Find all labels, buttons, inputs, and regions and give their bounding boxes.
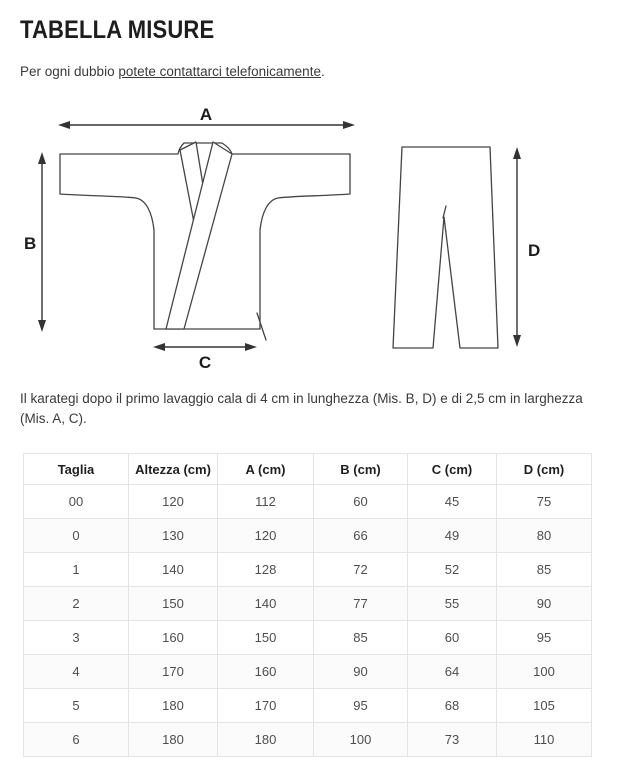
label-a: A [199, 105, 213, 124]
table-cell: 160 [218, 655, 314, 689]
table-cell: 140 [129, 553, 218, 587]
table-cell: 00 [24, 485, 129, 519]
table-cell: 150 [129, 587, 218, 621]
table-row [24, 587, 592, 621]
table-cell: 52 [408, 553, 497, 587]
table-row [24, 485, 592, 519]
table-row [24, 689, 592, 723]
label-d: D [528, 241, 541, 260]
table-cell: 170 [218, 689, 314, 723]
table-cell: 0 [24, 519, 129, 553]
jacket-outline [60, 142, 350, 340]
table-cell: 90 [314, 655, 408, 689]
table-cell: 160 [129, 621, 218, 655]
page-title: TABELLA MISURE [20, 16, 215, 44]
table-cell: 105 [497, 689, 592, 723]
label-b: B [24, 234, 37, 253]
column-header: D (cm) [497, 454, 592, 485]
table-cell: 112 [218, 485, 314, 519]
table-cell: 5 [24, 689, 129, 723]
table-cell: 170 [129, 655, 218, 689]
contact-phone-link[interactable]: potete contattarci telefonicamente [118, 64, 321, 79]
column-header: B (cm) [314, 454, 408, 485]
intro-prefix: Per ogni dubbio [20, 64, 119, 79]
table-cell: 100 [314, 723, 408, 757]
table-row [24, 621, 592, 655]
arrow-d [513, 147, 521, 347]
table-cell: 3 [24, 621, 129, 655]
intro-suffix: . [320, 64, 325, 79]
table-cell: 64 [408, 655, 497, 689]
table-cell: 66 [314, 519, 408, 553]
table-cell: 55 [408, 587, 497, 621]
table-cell: 130 [129, 519, 218, 553]
measurement-diagram [20, 100, 605, 378]
table-cell: 68 [408, 689, 497, 723]
table-row [24, 655, 592, 689]
size-table-body [24, 485, 592, 757]
table-cell: 6 [24, 723, 129, 757]
size-table [23, 453, 592, 757]
table-cell: 95 [497, 621, 592, 655]
table-row [24, 723, 592, 757]
table-cell: 1 [24, 553, 129, 587]
table-cell: 85 [497, 553, 592, 587]
table-row [24, 553, 592, 587]
column-header: A (cm) [218, 454, 314, 485]
column-header: Taglia [24, 454, 129, 485]
table-cell: 90 [497, 587, 592, 621]
table-cell: 180 [129, 723, 218, 757]
table-cell: 100 [497, 655, 592, 689]
table-cell: 2 [24, 587, 129, 621]
table-row [24, 519, 592, 553]
table-cell: 45 [408, 485, 497, 519]
column-header: C (cm) [408, 454, 497, 485]
size-table-header-row [24, 454, 592, 485]
table-cell: 180 [218, 723, 314, 757]
table-cell: 110 [497, 723, 592, 757]
table-cell: 128 [218, 553, 314, 587]
size-table-head [24, 454, 592, 485]
table-cell: 60 [314, 485, 408, 519]
table-cell: 60 [408, 621, 497, 655]
table-cell: 4 [24, 655, 129, 689]
pants-outline [393, 147, 498, 348]
table-cell: 120 [218, 519, 314, 553]
label-c: C [198, 353, 212, 372]
table-cell: 77 [314, 587, 408, 621]
karategi-diagram-svg [20, 100, 605, 378]
table-cell: 72 [314, 553, 408, 587]
table-cell: 95 [314, 689, 408, 723]
table-cell: 150 [218, 621, 314, 655]
column-header: Altezza (cm) [129, 454, 218, 485]
table-cell: 180 [129, 689, 218, 723]
table-cell: 49 [408, 519, 497, 553]
table-cell: 120 [129, 485, 218, 519]
table-cell: 140 [218, 587, 314, 621]
table-cell: 73 [408, 723, 497, 757]
intro-text [20, 64, 605, 79]
table-cell: 85 [314, 621, 408, 655]
arrow-b [38, 152, 46, 332]
table-cell: 75 [497, 485, 592, 519]
shrinkage-note: Il karategi dopo il primo lavaggio cala di 4 cm in lunghezza (Mis. B, D) e di 2,5 cm in larghezza (Mis. A, C). [20, 391, 583, 426]
table-cell: 80 [497, 519, 592, 553]
arrow-c [153, 343, 257, 351]
